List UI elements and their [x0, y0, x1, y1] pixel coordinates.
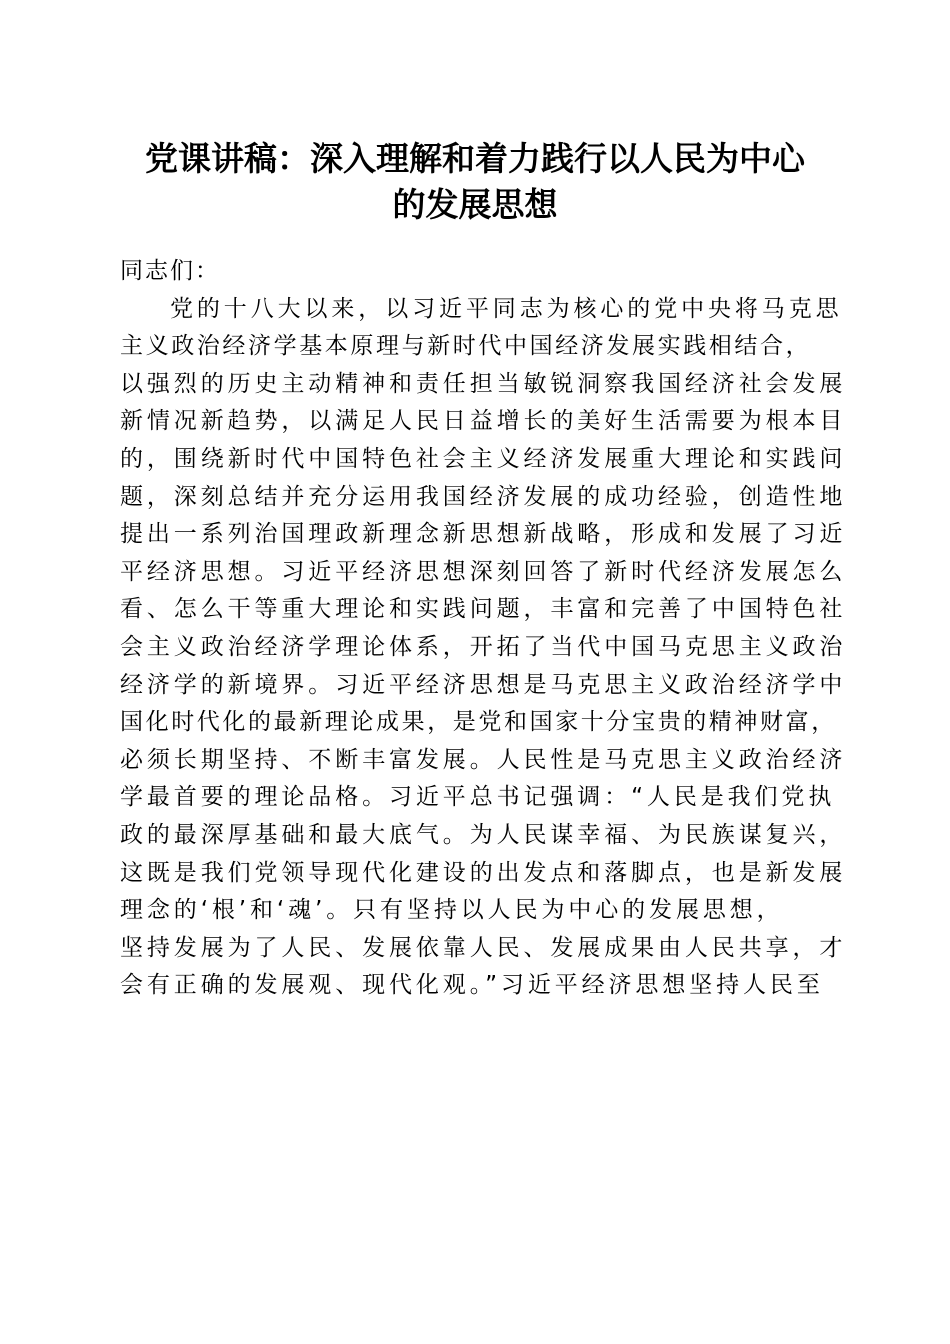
paragraph-line: 会有正确的发展观、现代化观。”习近平经济思想坚持人民至 — [120, 972, 824, 999]
title-line-2: 的发展思想 — [392, 185, 558, 224]
paragraph — [120, 291, 847, 1005]
document-body — [120, 253, 847, 1005]
paragraph-line: 平经济思想。习近平经济思想深刻回答了新时代经济发展怎么 — [120, 558, 847, 585]
paragraph-line: 国化时代化的最新理论成果，是党和国家十分宝贵的精神财富， — [120, 709, 837, 736]
paragraph-line: 以强烈的历史主动精神和责任担当敏锐洞察我国经济社会发展 — [120, 370, 847, 397]
paragraph-line: 这既是我们党领导现代化建设的出发点和落脚点，也是新发展 — [120, 859, 847, 886]
paragraph-line: 提出一系列治国理政新理念新思想新战略，形成和发展了习近 — [120, 521, 847, 548]
paragraph-line: 新情况新趋势，以满足人民日益增长的美好生活需要为根本目 — [120, 408, 847, 435]
title-line-1: 党课讲稿：深入理解和着力践行以人民为中心 — [145, 139, 805, 178]
paragraph-line: 政的最深厚基础和最大底气。为人民谋幸福、为民族谋复兴， — [120, 821, 847, 848]
paragraph-line: 主义政治经济学基本原理与新时代中国经济发展实践相结合， — [120, 333, 812, 360]
salutation: 同志们： — [120, 258, 220, 284]
paragraph-line: 经济学的新境界。习近平经济思想是马克思主义政治经济学中 — [120, 671, 847, 698]
paragraph-line: 看、怎么干等重大理论和实践问题，丰富和完善了中国特色社 — [120, 596, 847, 623]
paragraph-line: 题，深刻总结并充分运用我国经济发展的成功经验，创造性地 — [120, 483, 847, 510]
paragraph-line: 党的十八大以来，以习近平同志为核心的党中央将马克思 — [170, 295, 843, 322]
paragraph-line: 坚持发展为了人民、发展依靠人民、发展成果由人民共享，才 — [120, 934, 847, 961]
paragraph-line: 学最首要的理论品格。习近平总书记强调：“人民是我们党执 — [120, 784, 836, 811]
paragraph-line: 必须长期坚持、不断丰富发展。人民性是马克思主义政治经济 — [120, 746, 847, 773]
paragraph-line: 理念的‘根’和‘魂’。只有坚持以人民为中心的发展思想， — [120, 897, 784, 924]
paragraph-line: 会主义政治经济学理论体系，开拓了当代中国马克思主义政治 — [120, 633, 847, 660]
paragraph-line: 的，围绕新时代中国特色社会主义经济发展重大理论和实践问 — [120, 445, 847, 472]
document-title — [100, 136, 850, 228]
